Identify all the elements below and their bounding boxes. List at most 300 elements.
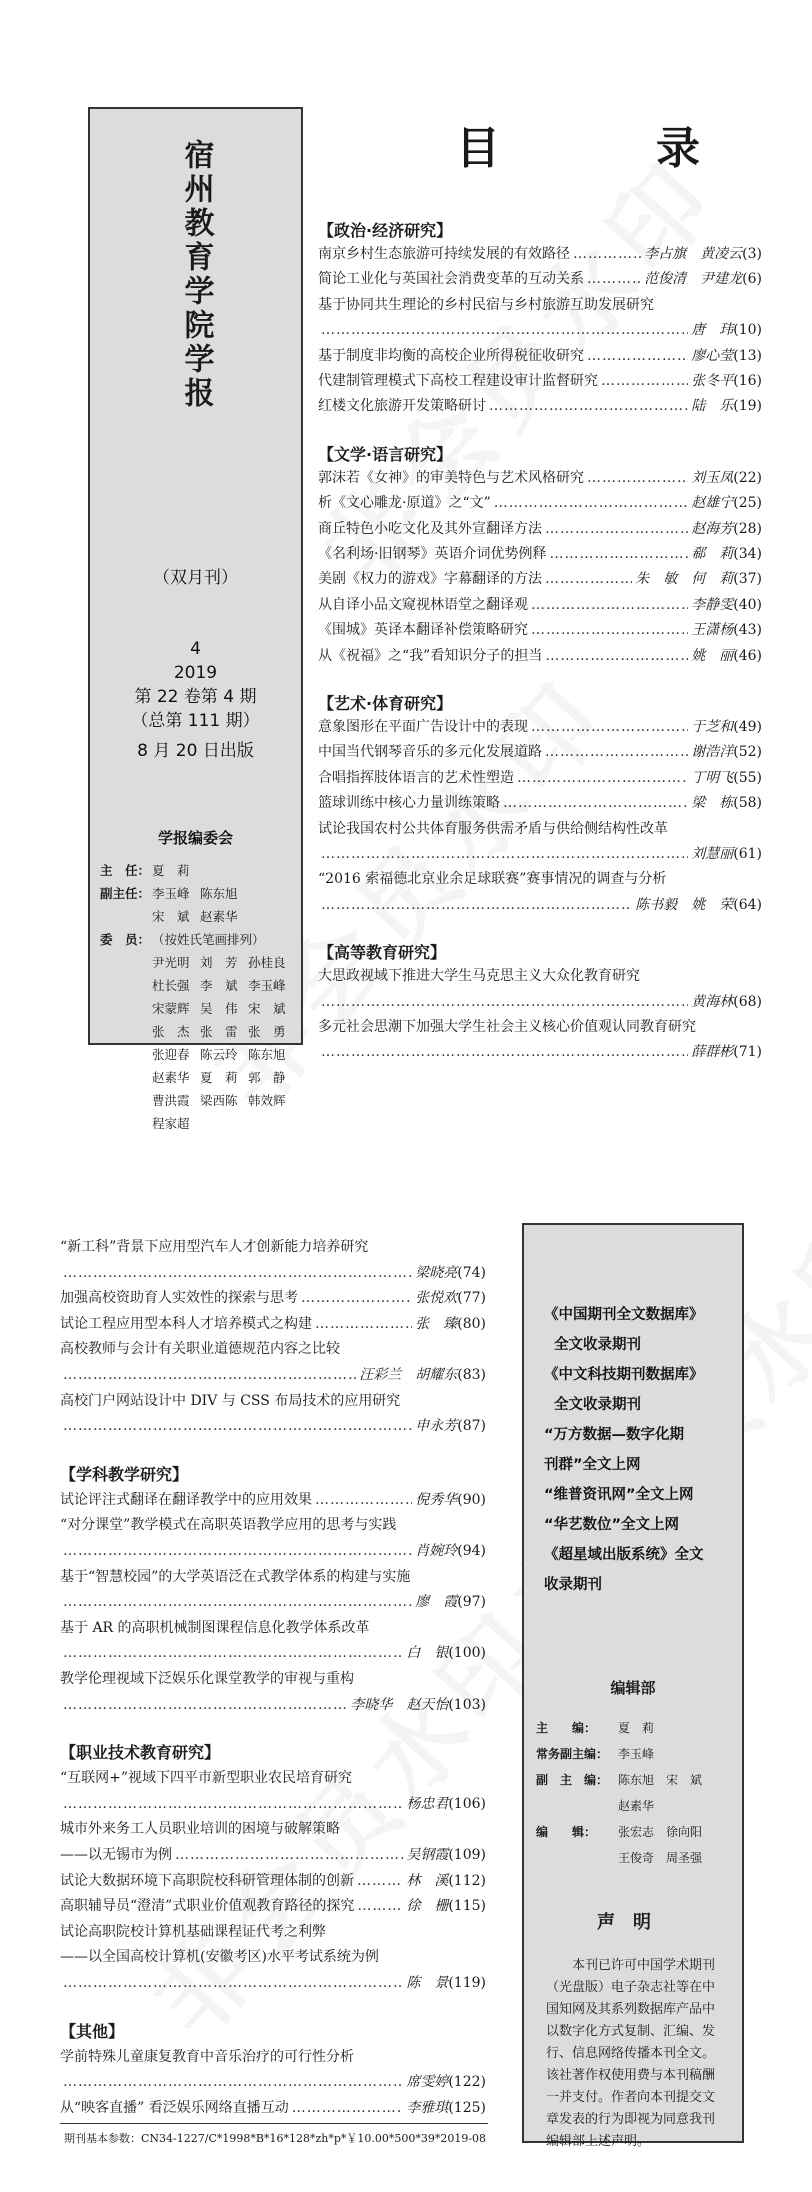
toc-entry-author: 陈 景 [406,1975,449,1991]
board-director-row [100,859,296,882]
toc-leader-dots [545,519,688,539]
editorial-names: 赵素华 [618,1799,655,1813]
board-name: 赵素华 [152,1070,190,1085]
toc-entry[interactable] [60,1695,486,1715]
board-name: 宋蒙辉 [152,1001,190,1016]
toc-entry-author: 郗 莉 [691,546,734,562]
toc-leader-dots [63,1794,403,1814]
toc-entry-page: (90) [457,1491,486,1508]
board-name: 吴 伟 [200,1001,238,1016]
toc-entry[interactable] [60,2098,486,2118]
toc-leader-dots [63,1416,412,1436]
toc-entry[interactable] [60,1669,486,1689]
database-line: 全文收录期刊 [554,1337,641,1353]
toc-entry-author: 杨忠君 [406,1795,449,1812]
toc-leader-dots [315,1490,412,1510]
board-role: 主 任： [100,863,151,878]
toc-entry-page: (16) [733,373,762,389]
toc-entry-title: 郭沫若《女神》的审美特色与艺术风格研究 [318,469,584,486]
database-list [544,1300,730,1600]
database-line: 刊群”全文上网 [544,1457,641,1473]
toc-entry-title: 教学伦理视域下泛娱乐化课堂教学的审视与重构 [60,1671,354,1687]
toc-entry-page: (25) [733,495,762,512]
toc-entry[interactable] [318,717,762,737]
database-line: “维普资讯网”全文上网 [544,1487,694,1503]
toc-entry-page: (55) [733,769,762,786]
database-line: 《中文科技期刊数据库》 [544,1367,704,1383]
toc-leader-dots [321,320,688,340]
editorial-row [536,1715,736,1741]
editorial-row [536,1793,736,1819]
toc-entry-author: 刘玉凤 [691,469,734,486]
toc-entry-author: 丁明飞 [691,769,734,786]
editorial-names: 陈东旭 宋 斌 [618,1773,703,1787]
toc-entry-author: 唐 玮 [691,322,734,339]
board-role: 副主任： [100,886,151,901]
toc-entry[interactable] [60,1768,486,1788]
toc-entry-page: (80) [457,1315,486,1332]
toc-entry-page: (71) [733,1044,762,1061]
editorial-row [536,1767,736,1793]
editorial-office-list [536,1715,736,1871]
toc-entry-author: 陈书毅 姚 荣 [635,896,734,913]
toc-entry[interactable] [60,1567,486,1587]
toc-entry-page: (40) [733,596,762,613]
toc-entry-title: 析《文心雕龙·原道》之“文” [318,495,491,512]
toc-leader-dots [321,844,688,864]
toc-entry-title: “2016 索福德北京业余足球联赛”赛事情况的调查与分析 [318,871,667,888]
toc-entry[interactable] [60,2047,486,2067]
total-issue: （总第 111 期） [131,711,260,731]
toc-entry-page: (77) [457,1290,486,1307]
toc-entry[interactable] [318,620,762,640]
toc-leader-dots [587,269,641,289]
toc-entry-author: 林 溪 [406,1872,449,1889]
toc-entry-page: (68) [733,993,762,1010]
toc-entry[interactable] [318,1042,762,1062]
toc-leader-dots [549,544,688,564]
toc-entry[interactable] [318,569,762,589]
toc-entry-page: (13) [733,347,762,364]
toc-entry-author: 梁晓亮 [415,1264,458,1281]
toc-entry-author: 汪彩兰 胡耀东 [359,1367,458,1383]
board-name: 杜长强 [152,978,190,993]
toc-leader-dots [321,1042,688,1062]
toc-entry-page: (19) [733,398,762,415]
toc-leader-dots [601,371,688,391]
toc-entry[interactable] [318,269,762,289]
board-members-line [152,997,296,1020]
editorial-row [536,1819,736,1845]
toc-entry[interactable] [318,595,762,615]
toc-entry[interactable] [60,1618,486,1638]
toc-entry-title: 从《祝福》之“我”看知识分子的担当 [318,647,543,664]
toc-entry[interactable] [318,869,762,889]
toc-entry-title: 高校教师与会计有关职业道德规范内容之比较 [60,1341,340,1358]
toc-entry-author: 于芝和 [691,719,734,735]
toc-entry-page: (74) [457,1264,486,1281]
journal-frequency: （双月刊） [153,568,238,588]
toc-entry-page: (46) [733,647,762,664]
board-name: 孙桂良 [248,955,286,970]
toc-entry-author: 李占旗 黄凌云 [644,246,743,262]
toc-entry-title: 中国当代钢琴音乐的多元化发展道路 [318,744,542,761]
toc-section-title: 【高等教育研究】 [318,943,447,963]
toc-entry-page: (83) [457,1367,486,1383]
toc-heading: 目 录 [456,123,756,174]
toc-entry[interactable] [318,468,762,488]
toc-entry-title: “互联网+”视域下四平市新型职业农民培育研究 [60,1770,353,1787]
toc-entry[interactable] [318,742,762,762]
toc-entry-title: 大思政视域下推进大学生马克思主义大众化教育研究 [318,968,640,985]
toc-entry[interactable] [318,544,762,564]
toc-section-title: 【政治·经济研究】 [318,221,453,240]
toc-entry-title: “新工科”背景下应用型汽车人才创新能力培养研究 [60,1239,369,1255]
toc-entry-title: 简论工业化与英国社会消费变革的互动关系 [318,271,584,288]
toc-entry[interactable] [60,1896,486,1916]
toc-leader-dots [357,1896,403,1916]
board-name: 陈东旭 [199,886,238,901]
toc-section-title: 【职业技术教育研究】 [60,1743,221,1763]
toc-entry[interactable] [318,992,762,1012]
toc-leader-dots [63,2072,403,2092]
declaration-text: 本刊已许可中国学术期刊（光盘版）电子杂志社等在中国知网及其系列数据库产品中以数字化方式复制、汇编、发行、信息网络传播本刊全文。该社著作权使用费与本刊稿酬一并支付。作者向本刊提交文章发表的行为即视为同意我刊编辑部上述声明。 [546,1958,716,2149]
issue-number: 4 [190,639,201,659]
toc-entry-author: 梁 栋 [691,795,734,812]
toc-entry-title: 基于制度非均衡的高校企业所得税征收研究 [318,347,584,364]
toc-entry-page: (58) [733,795,762,812]
toc-entry-page: (87) [457,1418,486,1435]
editorial-row [536,1741,736,1767]
editorial-role [536,1845,618,1871]
board-name: 李玉峰 [152,886,190,901]
board-name: 尹光明 [152,955,190,970]
toc-entry-title: 从“映客直播” 看泛娱乐网络直播互动 [60,2099,289,2116]
toc-entry-title: 《围城》英译本翻译补偿策略研究 [318,622,528,639]
toc-leader-dots [503,793,688,813]
toc-entry[interactable] [318,646,762,666]
toc-entry[interactable] [60,1871,486,1891]
issue-year: 2019 [173,663,218,683]
toc-leader-dots [321,895,632,915]
editorial-role: 编 辑： [536,1825,597,1839]
toc-entry-page: (43) [733,622,762,639]
toc-entry-page: (97) [457,1594,486,1611]
toc-entry-author: 徐 栅 [406,1898,449,1915]
editorial-role: 副 主 编： [536,1773,609,1787]
board-name: 宋 斌 [152,909,190,924]
board-name: 张迎春 [152,1047,190,1062]
board-members-line [152,951,296,974]
toc-leader-dots [489,396,688,416]
toc-entry[interactable] [60,1922,486,1942]
toc-entry[interactable] [318,519,762,539]
board-members-list [100,951,296,1135]
board-members-line [152,1066,296,1089]
toc-entry-author: 李静雯 [691,596,734,613]
board-name: 张 雷 [200,1024,238,1039]
toc-leader-dots [587,468,688,488]
journal-title: 宿州教育学院学报 [178,139,214,411]
toc-entry-page: (37) [733,571,762,588]
board-vice-row-2 [100,905,296,928]
toc-entry-page: (34) [733,546,762,562]
board-name: 夏 莉 [200,1070,238,1085]
editorial-office-title: 编辑部 [610,1679,656,1697]
toc-leader-dots [531,717,688,737]
editorial-role: 主 编： [536,1721,597,1735]
toc-entry-page: (49) [733,719,762,735]
toc-entry-author: 赵海芳 [691,520,734,537]
toc-entry-author: 张 臻 [415,1315,458,1332]
toc-entry-page: (22) [733,469,762,486]
toc-entry-title: 试论评注式翻译在翻译教学中的应用效果 [60,1491,312,1508]
toc-entry-author: 白 银 [406,1645,449,1662]
editorial-names: 张宏志 徐向阳 [618,1825,703,1839]
toc-entry-page: (10) [733,322,762,339]
toc-entry-author: 申永芳 [415,1418,458,1435]
journal-info-panel [88,107,303,1131]
toc-leader-dots [357,1871,403,1891]
toc-entry-title: 南京乡村生态旅游可持续发展的有效路径 [318,246,570,262]
board-name: 张 杰 [152,1024,190,1039]
toc-entry[interactable] [318,244,762,264]
toc-entry[interactable] [318,295,762,315]
toc-section-title: 【文学·语言研究】 [318,444,453,464]
journal-parameters: 期刊基本参数：CN34-1227/C*1998*B*16*128*zh*p*￥10.00*500*39*2019-08 [64,2132,487,2145]
toc-entry[interactable] [60,1263,486,1283]
toc-entry-author: 刘慧丽 [691,846,734,862]
toc-entry-author: 肖婉玲 [415,1543,458,1559]
toc-entry-title: 篮球训练中核心力量训练策略 [318,795,500,812]
toc-section-title: 【其他】 [60,2021,125,2041]
toc-section-title: 【艺术·体育研究】 [318,694,453,713]
toc-entry-author: 李晓华 赵天怡 [350,1696,449,1713]
board-vice-row [100,882,296,905]
toc-entry-page: (94) [457,1543,486,1559]
toc-entry[interactable] [60,1819,486,1839]
database-info-panel [522,1223,744,2149]
toc-leader-dots [545,742,688,762]
toc-entry-title: 城市外来务工人员职业培训的困境与破解策略 [60,1821,340,1838]
toc-entry-author: 谢浩洋 [691,744,734,761]
toc-entry-page: (106) [448,1795,486,1812]
toc-entry[interactable] [318,895,762,915]
toc-entry[interactable] [60,1643,486,1663]
board-title: 学报编委会 [157,829,233,847]
toc-entry-title: “对分课堂”教学模式在高职英语教学应用的思考与实践 [60,1517,397,1534]
toc-entry-page: (115) [448,1898,486,1915]
toc-entry-page: (6) [742,271,762,288]
toc-entry[interactable] [60,2072,486,2092]
board-members-row [100,928,296,951]
board-name: 夏 莉 [152,863,190,878]
editorial-row [536,1845,736,1871]
toc-entry[interactable] [60,1490,486,1510]
toc-entry-author: 薛群彬 [691,1044,734,1061]
board-members-line [152,1112,296,1135]
editorial-names: 夏 莉 [618,1721,655,1735]
toc-entry-title: 代建制管理模式下高校工程建设审计监督研究 [318,373,598,389]
toc-entry-author: 朱 敏 何 莉 [635,571,734,588]
toc-entry-title: ——以无锡市为例 [60,1847,172,1863]
publish-date: 8 月 20 日出版 [137,741,254,761]
toc-entry-author: 黄海林 [691,993,734,1010]
toc-leader-dots [587,346,688,366]
toc-entry[interactable] [318,1017,762,1037]
toc-entry-title: 基于“智慧校园”的大学英语泛在式教学体系的构建与实施 [60,1568,411,1585]
toc-entry[interactable] [60,1794,486,1814]
toc-entry-title: 试论大数据环境下高职院校科研管理体制的创新 [60,1872,354,1889]
toc-entry-title: 《名利场·旧钢琴》英语介词优势例释 [318,546,547,562]
board-name: 曹洪霞 [152,1093,190,1108]
toc-entry-author: 赵雄宁 [691,495,734,512]
issue-block [90,637,301,763]
toc-entry[interactable] [318,396,762,416]
toc-entry-author: 吴钢霞 [406,1847,449,1863]
toc-entry-title: 加强高校资助育人实效性的探索与思考 [60,1290,298,1307]
toc-leader-dots [494,493,688,513]
toc-leader-dots [301,1288,412,1308]
board-role: 委 员： [100,932,151,947]
toc-entry-page: (112) [448,1872,486,1889]
declaration-title: 声明 [597,1912,669,1933]
toc-entry-title: 多元社会思潮下加强大学生社会主义核心价值观认同教育研究 [318,1019,696,1035]
toc-entry-title: 基于协同共生理论的乡村民宿与乡村旅游互助发展研究 [318,296,654,313]
toc-entry[interactable] [60,1339,486,1359]
toc-entry[interactable] [318,844,762,864]
editorial-names: 李玉峰 [618,1747,655,1761]
toc-entry[interactable] [318,320,762,340]
toc-entry[interactable] [318,371,762,391]
toc-entry-title: 意象图形在平面广告设计中的表现 [318,719,528,735]
toc-entry[interactable] [60,1237,486,1257]
toc-entry-author: 姚 丽 [691,647,734,664]
board-members-note: （按姓氏笔画排列） [152,932,265,947]
volume-issue: 第 22 卷第 4 期 [134,687,257,707]
toc-leader-dots [63,1643,403,1663]
toc-entry[interactable] [60,1947,486,1967]
toc-entry-title: 试论工程应用型本科人才培养模式之构建 [60,1315,312,1332]
toc-entry[interactable] [318,966,762,986]
toc-entry[interactable] [318,819,762,839]
board-members-line [152,1089,296,1112]
toc-entry[interactable] [60,1515,486,1535]
toc-leader-dots [292,2098,404,2118]
toc-entry-author: 张冬平 [691,373,734,389]
board-members-line [152,1020,296,1043]
toc-entry-author: 范俊清 尹建龙 [644,271,743,288]
toc-entry-page: (125) [448,2099,486,2116]
toc-entry[interactable] [60,1973,486,1993]
toc-entry-page: (122) [448,2074,486,2091]
toc-entry-title: 从自译小品文窥视林语堂之翻译观 [318,596,528,613]
toc-leader-dots [63,1695,347,1715]
toc-entry-author: 张悦欢 [415,1290,458,1307]
toc-entry-title: 试论我国农村公共体育服务供需矛盾与供给侧结构性改革 [318,820,668,837]
toc-entry-page: (119) [448,1975,486,1991]
toc-entry-page: (109) [448,1847,486,1863]
toc-leader-dots [321,992,688,1012]
toc-entry-title: 红楼文化旅游开发策略研讨 [318,398,486,415]
toc-entry[interactable] [60,1845,486,1865]
board-name: 宋 斌 [248,1001,286,1016]
board-name: 郭 静 [248,1070,286,1085]
toc-entry-title: 合唱指挥肢体语言的艺术性塑造 [318,769,514,786]
toc-entry-page: (61) [733,846,762,862]
toc-entry-page: (52) [733,744,762,761]
toc-leader-dots [63,1973,403,1993]
toc-entry[interactable] [318,793,762,813]
toc-entry[interactable] [318,768,762,788]
toc-entry[interactable] [60,1391,486,1411]
toc-leader-dots [63,1365,356,1385]
toc-entry[interactable] [318,346,762,366]
toc-leader-dots [315,1314,412,1334]
toc-entry-author: 李雅琪 [406,2099,449,2116]
toc-entry-title: 美剧《权力的游戏》字幕翻译的方法 [318,571,542,588]
toc-entry-title: 学前特殊儿童康复教育中音乐治疗的可行性分析 [60,2048,354,2065]
toc-leader-dots [175,1845,403,1865]
toc-entry[interactable] [60,1288,486,1308]
toc-entry[interactable] [318,493,762,513]
board-name: 程家超 [152,1116,190,1131]
editorial-board [100,859,296,1135]
editorial-names: 王俊奇 周圣强 [618,1851,703,1865]
board-name: 赵素华 [199,909,238,924]
database-line: 《超星域出版系统》全文 [544,1547,704,1563]
toc-entry-page: (3) [742,246,762,262]
toc-entry-page: (28) [733,520,762,537]
toc-entry[interactable] [60,1592,486,1612]
toc-entry-author: 王潇杨 [691,622,734,639]
database-line: “华艺数位”全文上网 [544,1517,680,1533]
toc-leader-dots [531,620,688,640]
board-name: 张 勇 [248,1024,286,1039]
toc-entry[interactable] [60,1365,486,1385]
board-members-line [152,974,296,997]
board-name: 陈云玲 [200,1047,238,1062]
toc-entry-title: 商丘特色小吃文化及其外宣翻译方法 [318,520,542,537]
toc-entry-title: 基于 AR 的高职机械制图课程信息化教学体系改革 [60,1619,370,1636]
toc-entry-title: 试论高职院校计算机基础课程证代考之利弊 [60,1923,326,1940]
toc-entry-author: 陆 乐 [691,398,734,415]
toc-entry[interactable] [60,1314,486,1334]
toc-entry-title: 高校门户网站设计中 DIV 与 CSS 布局技术的应用研究 [60,1392,401,1409]
toc-leader-dots [63,1263,412,1283]
toc-entry-author: 廖心莹 [691,347,734,364]
board-name: 李 斌 [200,978,238,993]
editorial-role [536,1793,618,1819]
toc-leader-dots [545,569,632,589]
database-line: “万方数据—数字化期 [544,1427,685,1443]
toc-entry-page: (64) [733,896,762,913]
toc-leader-dots [63,1541,412,1561]
toc-entry[interactable] [60,1541,486,1561]
database-line: 收录期刊 [544,1577,602,1593]
toc-entry-author: 席雯婷 [406,2074,449,2091]
database-line: 《中国期刊全文数据库》 [544,1307,704,1323]
toc-leader-dots [545,646,688,666]
toc-entry[interactable] [60,1416,486,1436]
toc-leader-dots [531,595,688,615]
board-name: 韩效辉 [248,1093,286,1108]
board-members-line [152,1043,296,1066]
toc-leader-dots [573,244,641,264]
toc-section-title: 【学科教学研究】 [60,1464,189,1484]
bottom-rule [60,2123,488,2124]
editorial-role: 常务副主编： [536,1747,609,1761]
